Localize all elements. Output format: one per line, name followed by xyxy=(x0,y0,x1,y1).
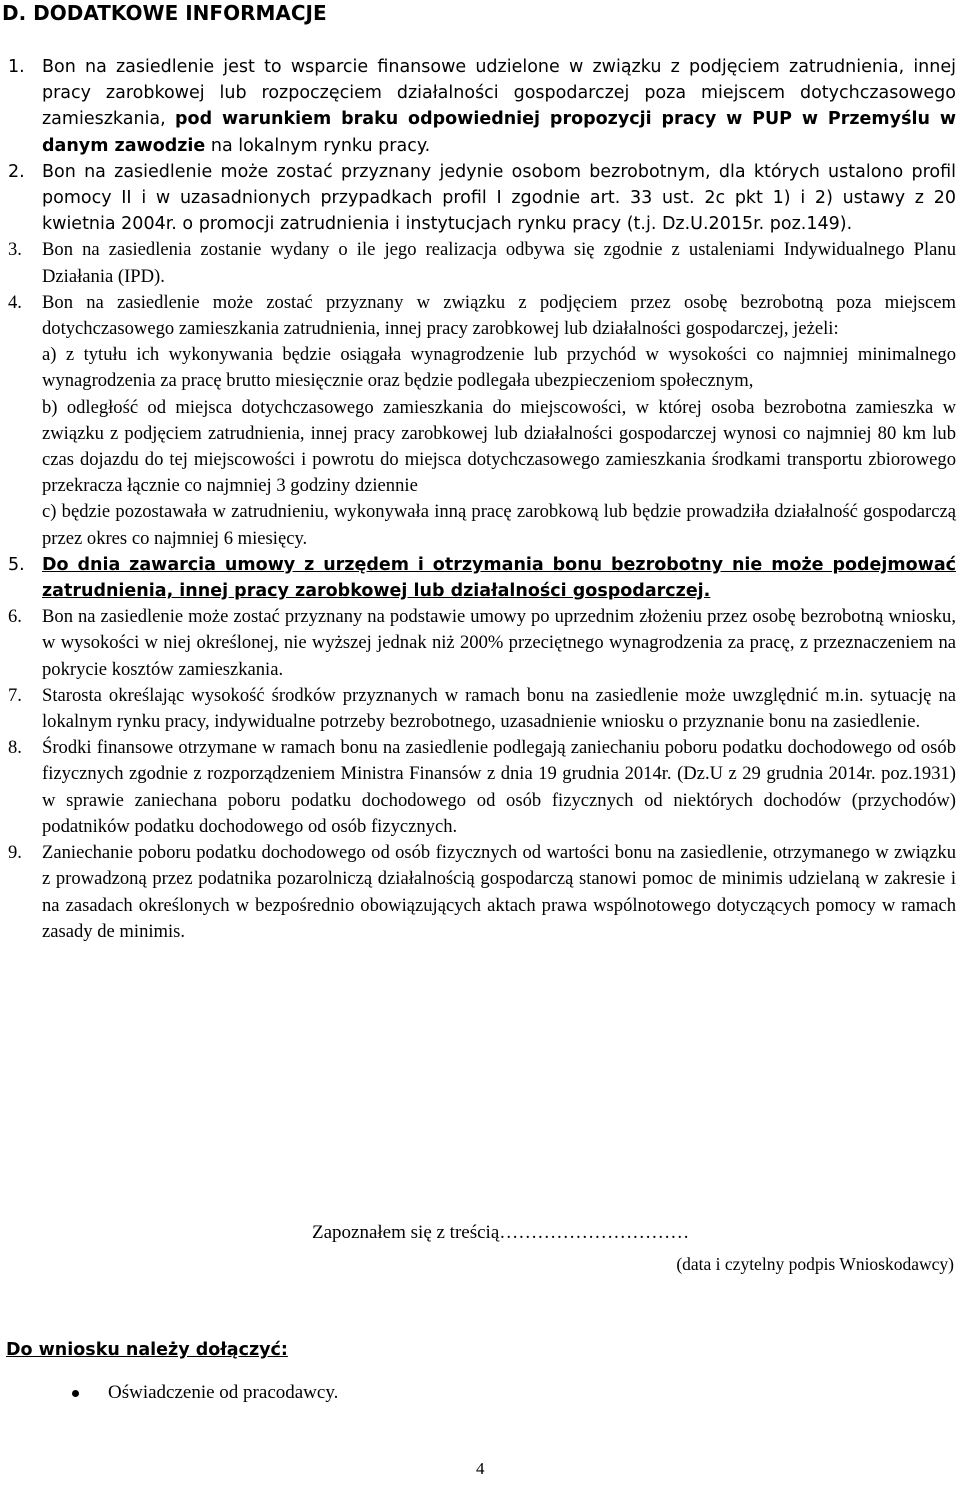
list-item xyxy=(0,237,960,289)
attachments-title: Do wniosku należy dołączyć: xyxy=(6,1340,288,1360)
attachment-item xyxy=(0,1380,338,1406)
item-text xyxy=(42,159,956,238)
sub-point: a) z tytułu ich wykonywania będzie osiągała wynagrodzenie lub przychód w wysokości co najmniej minimalnego wynagrodzenia za pracę brutto miesięcznie oraz będzie podlegała ubezpieczeniom społecznym, xyxy=(42,344,956,392)
list-item xyxy=(0,159,960,238)
item-number: 3. xyxy=(8,239,22,261)
page-number: 4 xyxy=(476,1459,485,1478)
text-segment: na lokalnym rynku pracy. xyxy=(205,135,431,156)
item-text xyxy=(42,54,956,159)
list-item xyxy=(0,840,960,945)
attachment-label: Oświadczenie od pracodawcy. xyxy=(108,1382,339,1403)
list-item xyxy=(0,683,960,735)
item-text xyxy=(42,290,956,342)
item-number: 4. xyxy=(8,291,22,313)
sub-point: c) będzie pozostawała w zatrudnieniu, wykonywała inną pracę zarobkową lub będzie prowadziła działalność gospodarczą przez okres co najmniej 6 miesięcy. xyxy=(42,501,956,549)
list-item xyxy=(0,604,960,683)
sub-point: b) odległość od miejsca dotychczasowego zamieszkania do miejscowości, w której osoba bezrobotna zamieszka w związku z podjęciem zatrudnienia, innej pracy zarobkowej lub działalności gospodarczej wynosi co najmniej 80 km lub czas dojazdu do tej miejscowości i powrotu do miejsca dotychczasowego zamieszkania środkami transportu zbiorowego przekracza łącznie co najmniej 3 godziny dziennie xyxy=(42,396,956,497)
emphasis-text: Do dnia zawarcia umowy z urzędem i otrzymania bonu bezrobotny nie może podejmować zatrudnienia, innej pracy zarobkowej lub działalności gospodarczej. xyxy=(42,554,956,602)
section-heading: D. DODATKOWE INFORMACJE xyxy=(2,1,327,25)
item-number: 6. xyxy=(8,606,22,628)
text-segment: Bon na zasiedlenie jest to wsparcie finansowe udzielone w związku z podjęciem zatrudnienia, innej pracy zarobkowej lub rozpoczęciem działalności gospodarczej poza miejscem dotychczasowego zamieszkania, xyxy=(42,57,956,130)
item-number: 9. xyxy=(8,842,22,864)
item-number: 8. xyxy=(8,737,22,759)
list-item xyxy=(0,552,960,604)
item-text xyxy=(42,604,956,683)
text-segment: Zaniechanie poboru podatku dochodowego od osób fizycznych od wartości bonu na zasiedlenie, otrzymanego w związku z prowadzoną przez podatnika pozarolniczą działalnością gospodarczą stanowi pomoc de minimis udzielaną w zakresie i na zasadach określonych w bezpośrednio obowiązujących aktach prawa wspólnotowego dotyczących pomocy w ramach zasady de minimis. xyxy=(42,842,956,942)
info-list xyxy=(0,54,960,945)
emphasis-text: pod warunkiem braku odpowiedniej propozycji pracy w PUP w Przemyślu w danym zawodzie xyxy=(42,109,956,156)
acknowledgement-text: Zapoznałem się z treścią………………………… xyxy=(312,1222,690,1243)
text-segment: Bon na zasiedlenia zostanie wydany o ile jego realizacja odbywa się zgodnie z ustaleniami Indywidualnego Planu Działania (IPD). xyxy=(42,239,956,287)
item-text xyxy=(42,552,956,604)
list-item xyxy=(0,54,960,159)
item-text xyxy=(42,683,956,735)
text-segment: Środki finansowe otrzymane w ramach bonu na zasiedlenie podlegają zaniechaniu poboru podatku dochodowego od osób fizycznych zgodnie z rozporządzeniem Ministra Finansów z dnia 19 grudnia 2014r. (Dz.U z 29 grudnia 2014r. poz.1931) w sprawie zaniechana poboru podatku dochodowego od osób fizycznych od niektórych dochodów (przychodów) podatników podatku dochodowego od osób fizycznych. xyxy=(42,737,956,837)
item-text xyxy=(42,735,956,840)
list-item xyxy=(0,290,960,552)
signature-note: (data i czytelny podpis Wnioskodawcy) xyxy=(676,1254,954,1274)
text-segment: Starosta określając wysokość środków przyznanych w ramach bonu na zasiedlenie może uwzględnić m.in. sytuację na lokalnym rynku pracy, indywidualne potrzeby bezrobotnego, uzasadnienie wniosku o przyznanie bonu na zasiedlenie. xyxy=(42,684,956,733)
list-item xyxy=(0,735,960,840)
item-text xyxy=(42,237,956,289)
item-number: 2. xyxy=(8,161,25,182)
item-number: 5. xyxy=(8,554,25,575)
text-segment: Bon na zasiedlenie może zostać przyznany jedynie osobom bezrobotnym, dla których ustalono profil pomocy II i w uzasadnionych przypadkach profil I zgodnie art. 33 ust. 2c pkt 1) i 2) ustawy z 20 kwietnia 2004r. o promocji zatrudnienia i instytucjach rynku pracy (t.j. Dz.U.2015r. poz.149). xyxy=(42,161,956,235)
attachments-list xyxy=(0,1380,338,1406)
text-segment: Bon na zasiedlenie może zostać przyznany w związku z podjęciem przez osobę bezrobotną poza miejscem dotychczasowego zamieszkania zatrudnienia, innej pracy zarobkowej lub działalności gospodarczej, jeżeli: xyxy=(42,291,956,340)
item-number: 7. xyxy=(8,684,22,706)
text-segment: Bon na zasiedlenie może zostać przyznany na podstawie umowy po uprzednim złożeniu przez osobę bezrobotną wniosku, w wysokości w niej określonej, nie wyższej jednak niż 200% przeciętnego wynagrodzenia za pracę, z przeznaczeniem na pokrycie kosztów zamieszkania. xyxy=(42,606,956,680)
bullet-icon xyxy=(72,1390,79,1397)
item-text xyxy=(42,840,956,945)
item-number: 1. xyxy=(8,57,25,77)
